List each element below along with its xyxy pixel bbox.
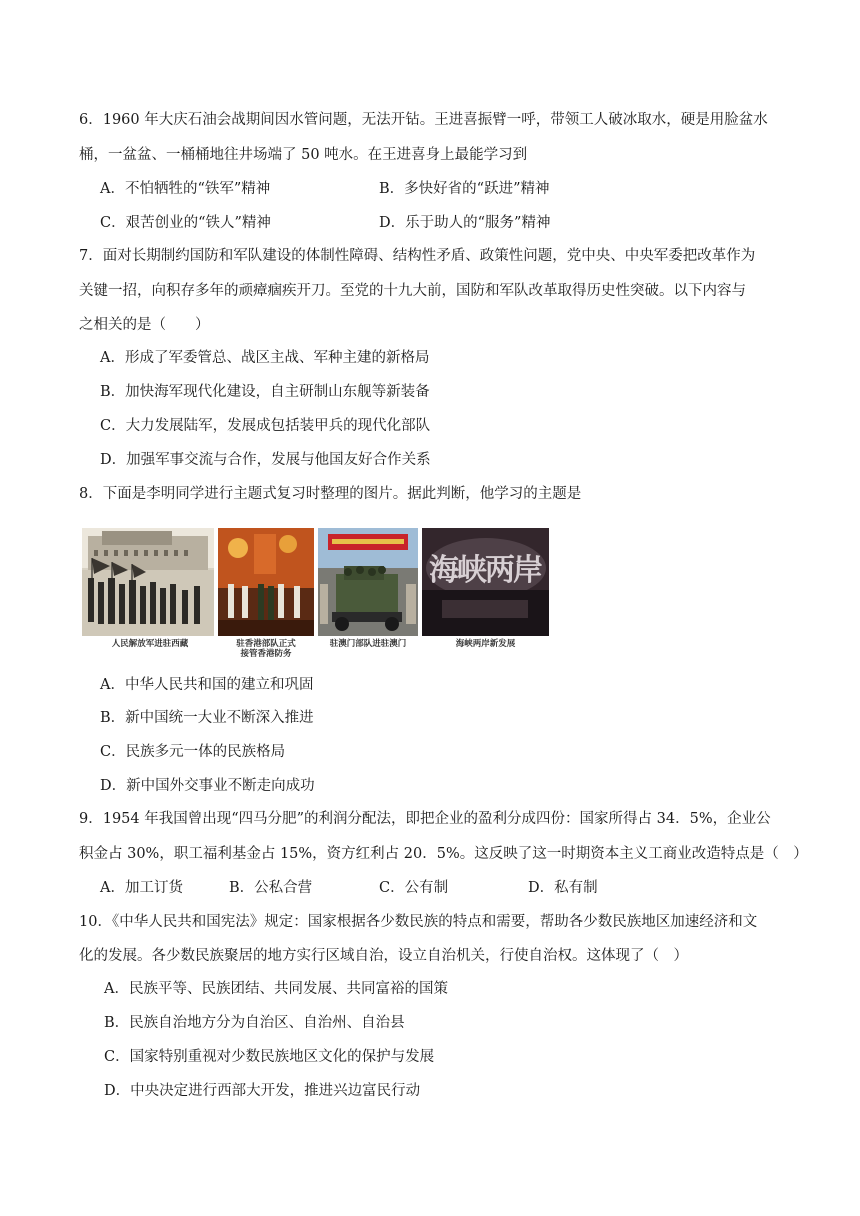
- q7-option-d: D．加强军事交流与合作，发展与他国友好合作关系: [100, 452, 431, 468]
- q9-option-d: D．私有制: [528, 880, 598, 896]
- q6-stem-line1: 6．1960 年大庆石油会战期间因水管问题，无法开钻。王进喜振臂一呼，带领工人破冰取水，硬是用脸盆水: [79, 112, 768, 128]
- q9-option-a: A．加工订货: [100, 880, 183, 896]
- q10-stem-line1: 10．《中华人民共和国宪法》规定：国家根据各少数民族的特点和需要，帮助各少数民族地区加速经济和文: [79, 914, 758, 930]
- caption-macau: 驻澳门部队进驻澳门: [329, 639, 407, 649]
- q7-option-b: B．加快海军现代化建设，自主研制山东舰等新装备: [100, 384, 430, 400]
- q6-stem-line2: 桶，一盆盆、一桶桶地往井场端了 50 吨水。在王进喜身上最能学习到: [79, 147, 528, 163]
- q10-stem-line2: 化的发展。各少数民族聚居的地方实行区域自治，设立自治机关，行使自治权。这体现了（ ）: [79, 948, 688, 964]
- q8-option-b: B．新中国统一大业不断深入推进: [100, 710, 314, 726]
- q8-photo-strip: [82, 528, 550, 658]
- q10-option-b: B．民族自治地方分为自治区、自治州、自治县: [104, 1015, 405, 1031]
- caption-hongkong-line2: 接管香港防务: [240, 649, 292, 659]
- q6-option-a: A．不怕牺牲的“铁军”精神: [100, 181, 271, 197]
- q6-option-b: B．多快好省的“跃进”精神: [379, 181, 550, 197]
- q9-option-b: B．公私合营: [229, 880, 313, 896]
- q7-option-c: C．大力发展陆军，发展成包括装甲兵的现代化部队: [100, 418, 431, 434]
- caption-tibet: 人民解放军进驻西藏: [111, 639, 189, 649]
- banner-text: 海峡两岸: [429, 553, 541, 588]
- q6-option-c: C．艰苦创业的“铁人”精神: [100, 215, 271, 231]
- q7-stem-line2: 关键一招，向积存多年的顽瘴痼疾开刀。至党的十九大前，国防和军队改革取得历史性突破。以下内容与: [79, 283, 746, 299]
- q9-stem-line2: 积金占 30%，职工福利基金占 15%，资方红利占 20．5%。这反映了这一时期资本主义工商业改造特点是（ ）: [79, 846, 808, 862]
- caption-cross-strait: 海峡两岸新发展: [455, 639, 516, 649]
- q8-option-a: A．中华人民共和国的建立和巩固: [100, 677, 314, 693]
- photo-tibet: [82, 528, 214, 636]
- q7-stem-line1: 7．面对长期制约国防和军队建设的体制性障碍、结构性矛盾、政策性问题，党中央、中央军委把改革作为: [79, 248, 756, 264]
- q9-option-c: C．公有制: [379, 880, 449, 896]
- q10-option-d: D．中央决定进行西部大开发，推进兴边富民行动: [104, 1083, 421, 1099]
- photo-cross-strait: [422, 528, 549, 636]
- photo-hongkong: [218, 528, 314, 636]
- q8-option-d: D．新中国外交事业不断走向成功: [100, 778, 315, 794]
- q10-option-a: A．民族平等、民族团结、共同发展、共同富裕的国策: [104, 981, 448, 997]
- q8-stem-line1: 8．下面是李明同学进行主题式复习时整理的图片。据此判断，他学习的主题是: [79, 486, 582, 502]
- photo-macau: [318, 528, 418, 636]
- caption-hongkong-line1: 驻香港部队正式: [236, 639, 296, 649]
- q7-stem-line3: 之相关的是（ ）: [79, 317, 210, 333]
- q9-stem-line1: 9．1954 年我国曾出现“四马分肥”的利润分配法，即把企业的盈利分成四份：国家所得占 34．5%，企业公: [79, 811, 771, 827]
- q6-option-d: D．乐于助人的“服务”精神: [379, 215, 551, 231]
- q8-option-c: C．民族多元一体的民族格局: [100, 744, 286, 760]
- caption-hongkong: [218, 639, 314, 659]
- q7-option-a: A．形成了军委管总、战区主战、军种主建的新格局: [100, 350, 430, 366]
- q10-option-c: C．国家特别重视对少数民族地区文化的保护与发展: [104, 1049, 435, 1065]
